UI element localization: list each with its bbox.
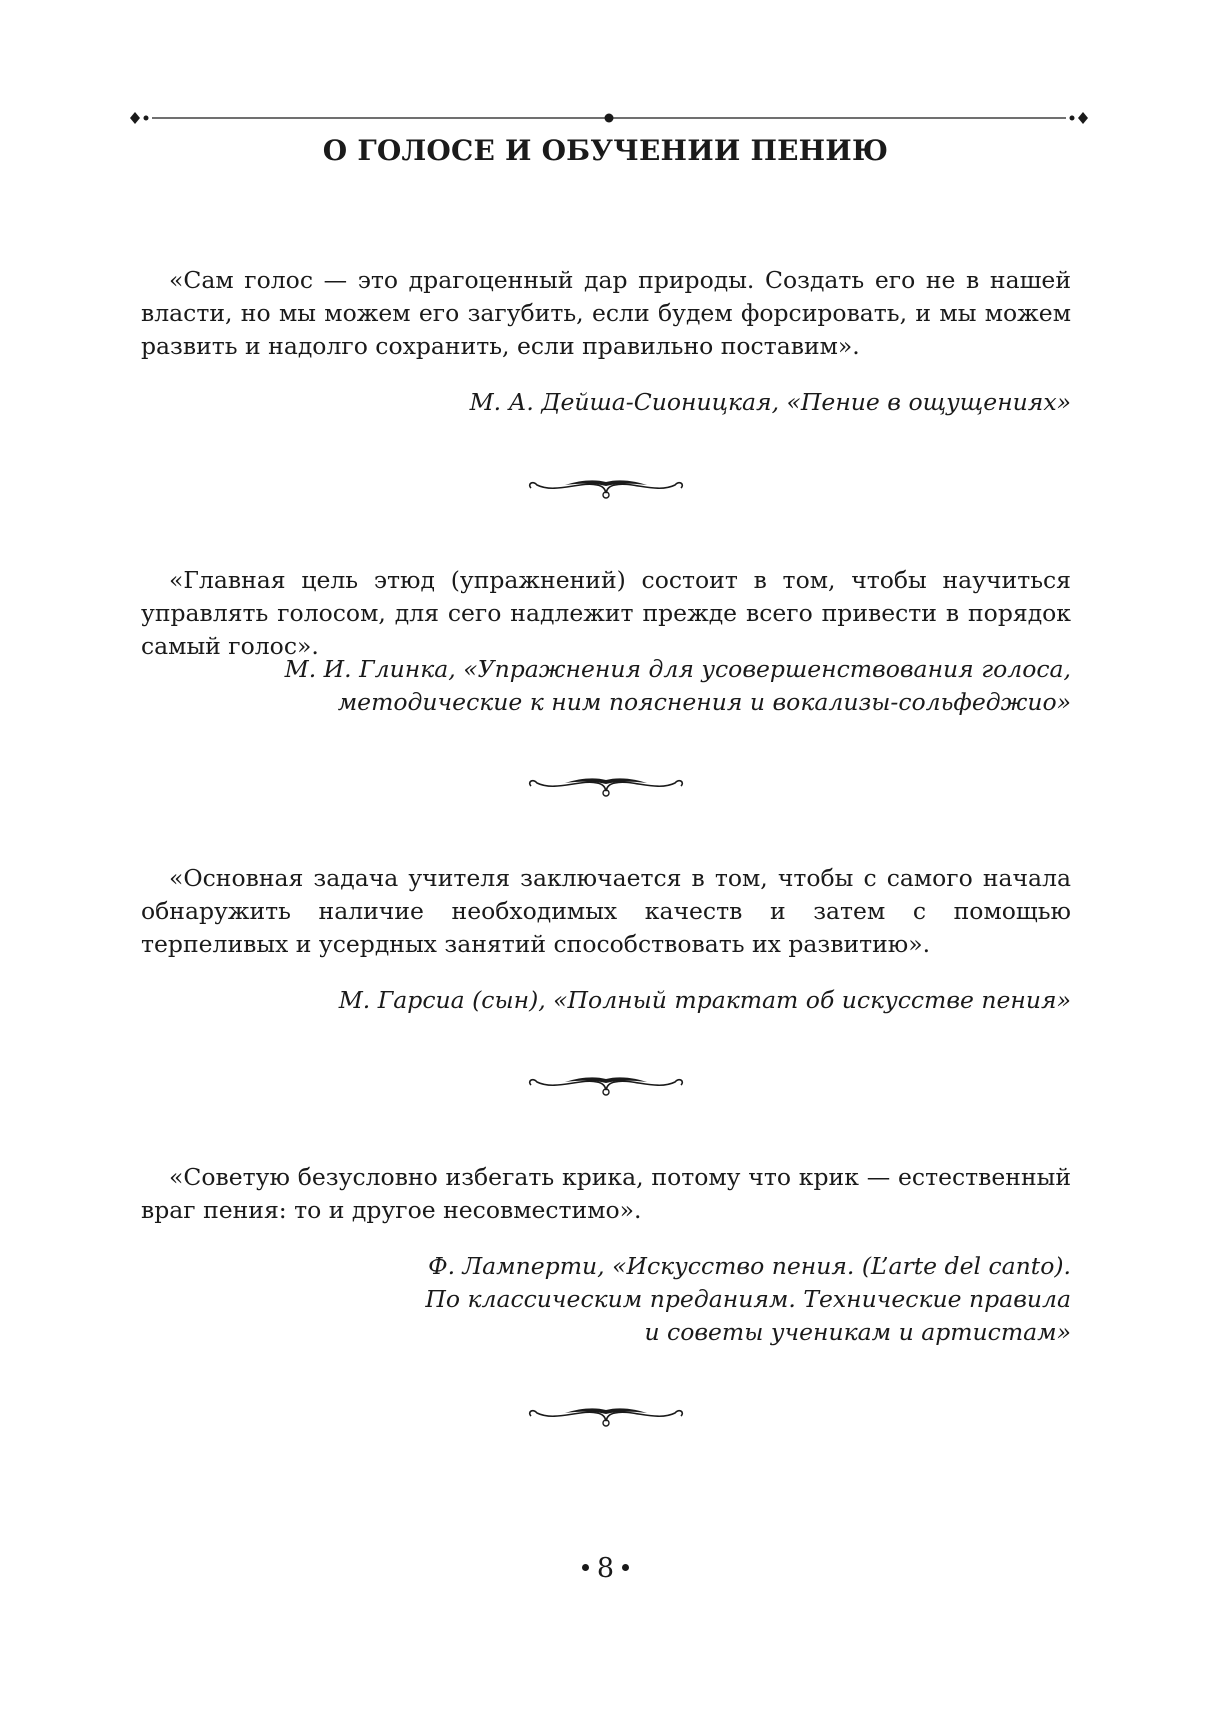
attribution-line: М. Гарсиа (сын), «Полный трактат об искусстве пения» xyxy=(338,986,1071,1014)
page-number-value: 8 xyxy=(596,1553,615,1584)
quote-4 xyxy=(141,1161,1071,1227)
attribution-line: М. И. Глинка, «Упражнения для усовершенствования голоса, xyxy=(284,655,1071,683)
quote-1-attribution xyxy=(141,386,1071,419)
divider-ornament xyxy=(525,475,687,501)
quote-4-text: «Советую безусловно избегать крика, потому что крик — естественный враг пения: то и другое несовместимо». xyxy=(141,1163,1071,1224)
divider-ornament xyxy=(525,1072,687,1098)
attribution-line: и советы ученикам и артистам» xyxy=(644,1318,1071,1346)
attribution-line: По классическим преданиям. Технические правила xyxy=(425,1285,1071,1313)
divider-ornament xyxy=(525,773,687,799)
top-rule-ornament xyxy=(130,108,1088,128)
page-title: О ГОЛОСЕ И ОБУЧЕНИИ ПЕНИЮ xyxy=(322,134,889,167)
quote-3 xyxy=(141,862,1071,961)
quote-3-attribution xyxy=(141,984,1071,1017)
quote-2 xyxy=(141,564,1071,663)
attribution-line: Ф. Ламперти, «Искусство пения. (L’arte del canto). xyxy=(428,1252,1071,1280)
quote-1-text: «Сам голос — это драгоценный дар природы. Создать его не в нашей власти, но мы можем его загубить, если будем форсировать, и мы можем развить и надолго сохранить, если правильно поставим». xyxy=(141,266,1071,360)
quote-4-attribution xyxy=(141,1250,1071,1349)
quote-1 xyxy=(141,264,1071,363)
quote-2-attribution xyxy=(141,653,1071,719)
page-number xyxy=(0,1553,1211,1584)
quote-3-text: «Основная задача учителя заключается в том, чтобы с самого начала обнаружить наличие необходимых качеств и затем с помощью терпеливых и усердных занятий способствовать их развитию». xyxy=(141,864,1071,958)
quote-2-text: «Главная цель этюд (упражнений) состоит в том, чтобы научиться управлять голосом, для сего надлежит прежде всего привести в порядок самый голос». xyxy=(141,566,1071,660)
divider-ornament xyxy=(525,1403,687,1429)
attribution-line: методические к ним пояснения и вокализы-сольфеджио» xyxy=(337,688,1071,716)
bullet-dot-icon xyxy=(582,1564,589,1571)
bullet-dot-icon xyxy=(622,1564,629,1571)
attribution-line: М. А. Дейша-Сионицкая, «Пение в ощущениях» xyxy=(469,388,1071,416)
